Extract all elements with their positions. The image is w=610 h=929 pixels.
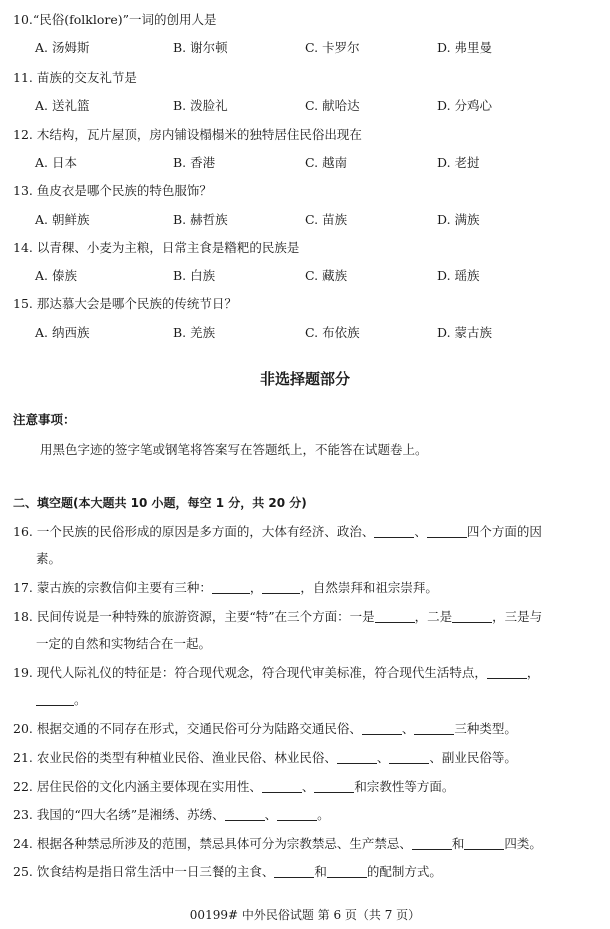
option-b: B. 泼脸礼 [173,98,228,113]
option-d: D. 老挝 [437,155,480,170]
question-18-text: ，三是与 [492,609,543,624]
answer-blank [452,610,492,623]
answer-blank [375,610,415,623]
question-17-text: ，自然崇拜和祖宗崇拜。 [300,580,438,595]
question-22-text: 22. 居住民俗的文化内涵主要体现在实用性、 [13,779,262,794]
answer-blank [362,722,402,735]
option-d: D. 分鸡心 [437,98,493,113]
question-12-options [35,155,595,171]
option-c: C. 苗族 [305,212,348,227]
option-d: D. 蒙古族 [437,325,493,340]
question-20 [13,721,517,737]
answer-blank [464,837,504,850]
question-21-text: 21. 农业民俗的类型有种植业民俗、渔业民俗、林业民俗、 [13,750,337,765]
question-11-options [35,98,595,114]
question-25-text: 的配制方式。 [366,864,442,879]
question-14-options [35,268,595,284]
option-c: C. 藏族 [305,268,348,283]
answer-blank [262,581,300,594]
question-16-text: 16. 一个民族的民俗形成的原因是多方面的，大体有经济、政治、 [13,524,375,539]
separator: 、 [301,779,315,794]
option-a: A. 汤姆斯 [35,40,90,55]
answer-blank [389,751,429,764]
option-a: A. 送礼篮 [35,98,90,113]
separator: ， [526,665,540,680]
answer-blank [262,780,302,793]
option-c: C. 越南 [305,155,348,170]
question-19-text: 19. 现代人际礼仪的特征是：符合现代观念，符合现代审美标准，符合现代生活特点， [13,665,487,680]
answer-blank [412,837,452,850]
question-16-cont: 素。 [36,551,62,566]
notice-body: 用黑色字迹的签字笔或钢笔将答案写在答题纸上，不能答在试题卷上。 [40,442,428,457]
separator: 和 [314,864,327,879]
answer-blank [337,751,377,764]
question-15-options [35,325,595,341]
answer-blank [212,581,250,594]
section-title: 非选择题部分 [259,370,350,388]
question-13: 13. 鱼皮衣是哪个民族的特色服饰？ [13,183,212,198]
option-c: C. 布依族 [305,325,360,340]
option-b: B. 香港 [173,155,216,170]
separator: 、 [376,750,390,765]
separator: 。 [317,807,330,822]
question-20-text: 20. 根据交通的不同存在形式，交通民俗可分为陆路交通民俗、 [13,721,362,736]
question-11: 11. 苗族的交友礼节是 [13,70,137,85]
question-14: 14. 以青稞、小麦为主粮，日常主食是糌粑的民族是 [13,240,300,255]
option-a: A. 日本 [35,155,77,170]
option-a: A. 朝鲜族 [35,212,90,227]
question-25-text: 25. 饮食结构是指日常生活中一日三餐的主食、 [13,864,275,879]
question-23-text: 23. 我国的“四大名绣”是湘绣、苏绣、 [13,807,225,822]
option-c: C. 献哈达 [305,98,360,113]
separator: 。 [74,692,87,707]
question-18-text: ，二是 [414,609,453,624]
question-24-text: 24. 根据各种禁忌所涉及的范围，禁忌具体可分为宗教禁忌、生产禁忌、 [13,836,412,851]
question-22 [13,779,454,795]
separator: 和 [451,836,465,851]
page-footer: 00199# 中外民俗试题 第 6 页（共 7 页） [189,908,421,922]
option-a: A. 纳西族 [35,325,90,340]
separator: 、 [264,807,278,822]
option-d: D. 满族 [437,212,480,227]
question-19-cont [36,692,87,708]
option-b: B. 白族 [173,268,216,283]
question-18 [13,609,542,625]
separator: 、 [414,524,427,539]
option-b: B. 谢尔顿 [173,40,228,55]
question-21 [13,750,517,766]
separator: ， [249,580,263,595]
option-a: A. 傣族 [35,268,77,283]
option-c: C. 卡罗尔 [305,40,360,55]
question-17-text: 17. 蒙古族的宗教信仰主要有三种： [13,580,212,595]
part2-title: 二、填空题(本大题共 10 小题，每空 1 分，共 20 分) [13,496,307,510]
question-21-text: 、副业民俗等。 [429,750,517,765]
question-16 [13,524,542,540]
question-23 [13,807,330,823]
question-18-text: 18. 民间传说是一种特殊的旅游资源，主要“特”在三个方面：一是 [13,609,375,624]
question-20-text: 三种类型。 [454,721,517,736]
answer-blank [277,808,317,821]
answer-blank [487,666,527,679]
question-22-text: 和宗教性等方面。 [354,779,455,794]
question-24 [13,836,542,852]
question-16-text: 四个方面的因 [466,524,542,539]
answer-blank [414,722,454,735]
option-b: B. 羌族 [173,325,216,340]
option-b: B. 赫哲族 [173,212,228,227]
option-d: D. 弗里曼 [437,40,493,55]
question-13-options [35,212,595,228]
answer-blank [314,780,354,793]
question-10: 10.“民俗(folklore)”一词的创用人是 [13,12,217,27]
answer-blank [427,525,467,538]
question-10-options [35,40,595,56]
question-19 [13,665,539,681]
question-25 [13,864,442,880]
notice-title: 注意事项： [13,412,76,427]
question-15: 15. 那达慕大会是哪个民族的传统节日？ [13,296,237,311]
answer-blank [374,525,414,538]
question-24-text: 四类。 [504,836,542,851]
question-17 [13,580,438,596]
question-18-cont: 一定的自然和实物结合在一起。 [36,636,212,651]
answer-blank [274,865,314,878]
answer-blank [225,808,265,821]
answer-blank [36,693,74,706]
question-12: 12. 木结构，瓦片屋顶，房内铺设榻榻米的独特居住民俗出现在 [13,127,362,142]
answer-blank [327,865,367,878]
separator: 、 [401,721,415,736]
option-d: D. 瑶族 [437,268,480,283]
